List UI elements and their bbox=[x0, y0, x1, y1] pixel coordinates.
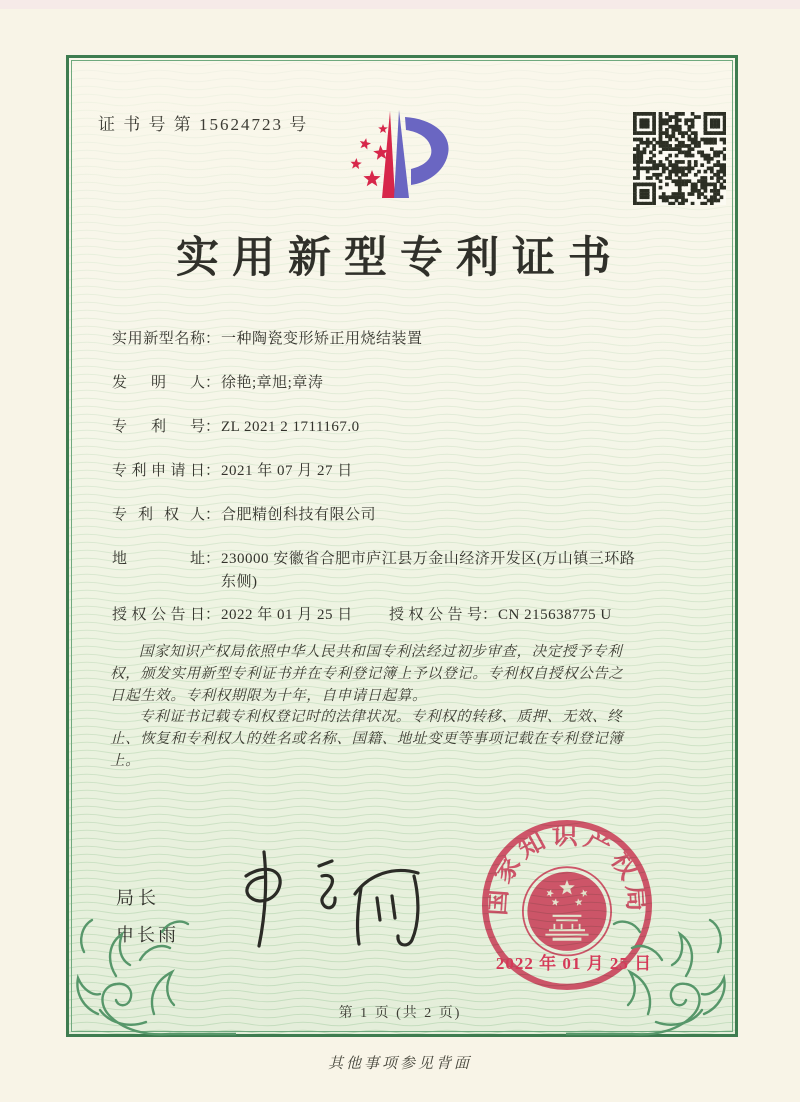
officer-name: 申长雨 bbox=[116, 925, 179, 945]
field-value: 2021 年 07 月 27 日 bbox=[221, 463, 353, 479]
field-label: 授权公告日 bbox=[112, 607, 205, 623]
qr-code bbox=[633, 112, 726, 205]
seal-ring-text: 国家知识产权局 bbox=[481, 820, 653, 917]
field-row-name bbox=[112, 328, 652, 351]
field-value: ZL 2021 2 1711167.0 bbox=[221, 419, 360, 435]
colon: ： bbox=[205, 463, 221, 479]
director-signature bbox=[222, 846, 437, 954]
field-label: 专利号 bbox=[112, 419, 205, 435]
field-row-patent-number bbox=[112, 416, 652, 439]
seal-date: 2022 年 01 月 25 日 bbox=[495, 954, 653, 973]
field-row-patentee bbox=[112, 504, 652, 527]
grant-number-value: CN 215638775 U bbox=[498, 607, 612, 623]
field-value: 一种陶瓷变形矫正用烧结装置 bbox=[221, 331, 423, 347]
field-row-address bbox=[112, 548, 652, 594]
field-label: 地址 bbox=[112, 551, 205, 567]
field-row-inventors bbox=[112, 372, 652, 395]
field-value: 徐艳;章旭;章涛 bbox=[221, 375, 324, 391]
colon: ： bbox=[205, 507, 221, 523]
field-label: 实用新型名称 bbox=[112, 331, 205, 347]
field-row-filing-date bbox=[112, 460, 652, 483]
back-side-note: 其他事项参见背面 bbox=[327, 1056, 472, 1072]
field-label: 发明人 bbox=[112, 375, 205, 391]
certificate-number: 证 书 号 第 15624723 号 bbox=[98, 115, 309, 134]
colon: ： bbox=[205, 375, 221, 391]
colon: ： bbox=[205, 331, 221, 347]
grant-date-value: 2022 年 01 月 25 日 bbox=[221, 607, 353, 623]
field-label: 专利权人 bbox=[112, 507, 205, 523]
legal-text bbox=[110, 642, 632, 773]
certificate-title: 实用新型专利证书 bbox=[176, 235, 624, 282]
officer-title: 局长 bbox=[116, 888, 160, 908]
colon: ： bbox=[482, 607, 498, 623]
patent-fields bbox=[112, 328, 652, 648]
cnipa-logo-icon bbox=[328, 106, 486, 220]
legal-paragraph: 国家知识产权局依照中华人民共和国专利法经过初步审查，决定授予专利权，颁发实用新型专利证书并在专利登记簿上予以登记。专利权自授权公告之日起生效。专利权期限为十年，自申请日起算。 bbox=[110, 644, 624, 704]
field-label: 专利申请日 bbox=[112, 463, 205, 479]
national-emblem-icon bbox=[523, 867, 611, 955]
page-number: 第 1 页 (共 2 页) bbox=[338, 1006, 462, 1021]
field-value: 合肥精创科技有限公司 bbox=[221, 507, 377, 523]
field-value: 230000 安徽省合肥市庐江县万金山经济开发区(万山镇三环路东侧) bbox=[221, 551, 636, 590]
field-label: 授权公告号 bbox=[389, 607, 482, 623]
colon: ： bbox=[205, 419, 221, 435]
colon: ： bbox=[205, 551, 221, 567]
colon: ： bbox=[205, 607, 221, 623]
scan-edge-artifact bbox=[0, 0, 800, 9]
field-row-grant bbox=[112, 604, 652, 627]
legal-paragraph: 专利证书记载专利权登记时的法律状况。专利权的转移、质押、无效、终止、恢复和专利权人的姓名或名称、国籍、地址变更等事项记载在专利登记簿上。 bbox=[110, 709, 624, 769]
